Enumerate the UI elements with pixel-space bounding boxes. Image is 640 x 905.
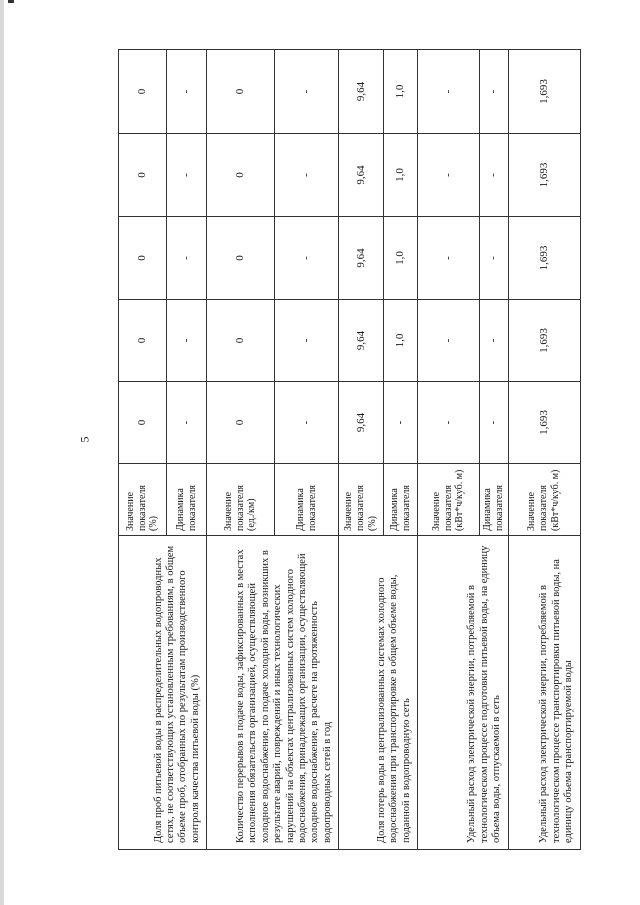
- indicator-value: -: [418, 300, 480, 382]
- indicator-value: -: [480, 382, 509, 464]
- indicator-value: 0: [207, 134, 275, 217]
- indicator-value: 9,64: [339, 134, 384, 217]
- indicator-value: 1,0: [384, 50, 418, 134]
- indicator-value: 0: [207, 217, 275, 300]
- indicator-type-label: Динамика показателя: [275, 464, 339, 536]
- indicator-description: Удельный расход электрической энергии, потребляемой в технологическом процессе подготовки питьевой воды, на единицу объема воды, отпускаемой в сеть: [418, 536, 509, 850]
- table-row: [418, 50, 480, 850]
- indicator-value: 1,693: [508, 217, 580, 300]
- indicator-value: 1,693: [508, 50, 580, 134]
- indicator-value: -: [480, 217, 509, 300]
- indicator-value: -: [167, 50, 207, 134]
- indicator-value: -: [384, 382, 418, 464]
- indicator-value: -: [418, 382, 480, 464]
- indicator-value: 9,64: [339, 300, 384, 382]
- indicator-description: Доля потерь воды в централизованных системах холодного водоснабжения при транспортировке в общем объеме воды, поданной в водопроводную сеть: [339, 536, 418, 850]
- scan-mark: [8, 0, 14, 3]
- indicator-value: 9,64: [339, 50, 384, 134]
- indicator-value: -: [167, 217, 207, 300]
- indicator-type-label: Динамика показателя: [480, 464, 509, 536]
- indicator-type-label: Значение показателя (кВт*ч/куб. м): [418, 464, 480, 536]
- indicator-type-label: Динамика показателя: [167, 464, 207, 536]
- indicator-description: Количество перерывов в подаче воды, зафиксированных в местах исполнения обязательств организацией, осуществляющей холодное водоснабжение, по подаче холодной воды, возникших в результате аварий, повреждений и иных технологических нарушений на объектах централизованных систем холодного водоснабжения, принадлежащих организации, осуществляющей холодное водоснабжение, в расчете на протяженность водопроводных сетей в год: [207, 536, 339, 850]
- indicator-value: 0: [119, 217, 167, 300]
- indicator-description: Доля проб питьевой воды в распределительных водопроводных сетях, не соответствующих установленным требованиям, в общем объеме проб, отобранных по результатам производственного контроля качества питьевой воды (%): [119, 536, 207, 850]
- indicator-value: -: [275, 217, 339, 300]
- indicator-type-label: Значение показателя (ед./км): [207, 464, 275, 536]
- indicator-value: 0: [119, 300, 167, 382]
- scan-edge: [0, 0, 4, 905]
- indicator-value: -: [167, 300, 207, 382]
- indicator-type-label: Значение показателя (кВт*ч/куб. м): [508, 464, 580, 536]
- indicator-value: 9,64: [339, 217, 384, 300]
- indicator-value: 1,693: [508, 134, 580, 217]
- indicator-description: Удельный расход электрической энергии, потребляемой в технологическом процессе транспортировки питьевой воды, на единицу объема транспортируемой воды: [508, 536, 580, 850]
- indicator-value: 9,64: [339, 382, 384, 464]
- indicator-value: 1,0: [384, 300, 418, 382]
- indicator-table: [118, 49, 581, 850]
- table-row: [119, 50, 167, 850]
- indicator-value: -: [480, 50, 509, 134]
- indicator-value: -: [275, 382, 339, 464]
- indicator-type-label: Значение показателя (%): [119, 464, 167, 536]
- indicator-value: -: [167, 382, 207, 464]
- table-row: [508, 50, 580, 850]
- indicator-value: 0: [207, 300, 275, 382]
- indicator-value: -: [275, 300, 339, 382]
- indicator-value: -: [167, 134, 207, 217]
- page-number: 5: [77, 436, 92, 443]
- table-row: [207, 50, 275, 850]
- indicator-value: 1,0: [384, 134, 418, 217]
- table-body: [119, 50, 581, 850]
- indicator-value: 0: [207, 382, 275, 464]
- indicator-value: 1,693: [508, 382, 580, 464]
- indicator-value: -: [480, 300, 509, 382]
- indicator-value: 0: [119, 134, 167, 217]
- indicator-value: -: [418, 217, 480, 300]
- indicator-value: -: [275, 134, 339, 217]
- indicator-type-label: Значение показателя (%): [339, 464, 384, 536]
- indicator-value: -: [275, 50, 339, 134]
- indicator-value: 1,693: [508, 300, 580, 382]
- table-row: [339, 50, 384, 850]
- indicator-table-rotated: [118, 50, 575, 850]
- indicator-value: 0: [119, 50, 167, 134]
- indicator-value: -: [418, 134, 480, 217]
- indicator-value: 1,0: [384, 217, 418, 300]
- indicator-value: 0: [207, 50, 275, 134]
- indicator-value: 0: [119, 382, 167, 464]
- indicator-type-label: Динамика показателя: [384, 464, 418, 536]
- indicator-value: -: [480, 134, 509, 217]
- indicator-value: -: [418, 50, 480, 134]
